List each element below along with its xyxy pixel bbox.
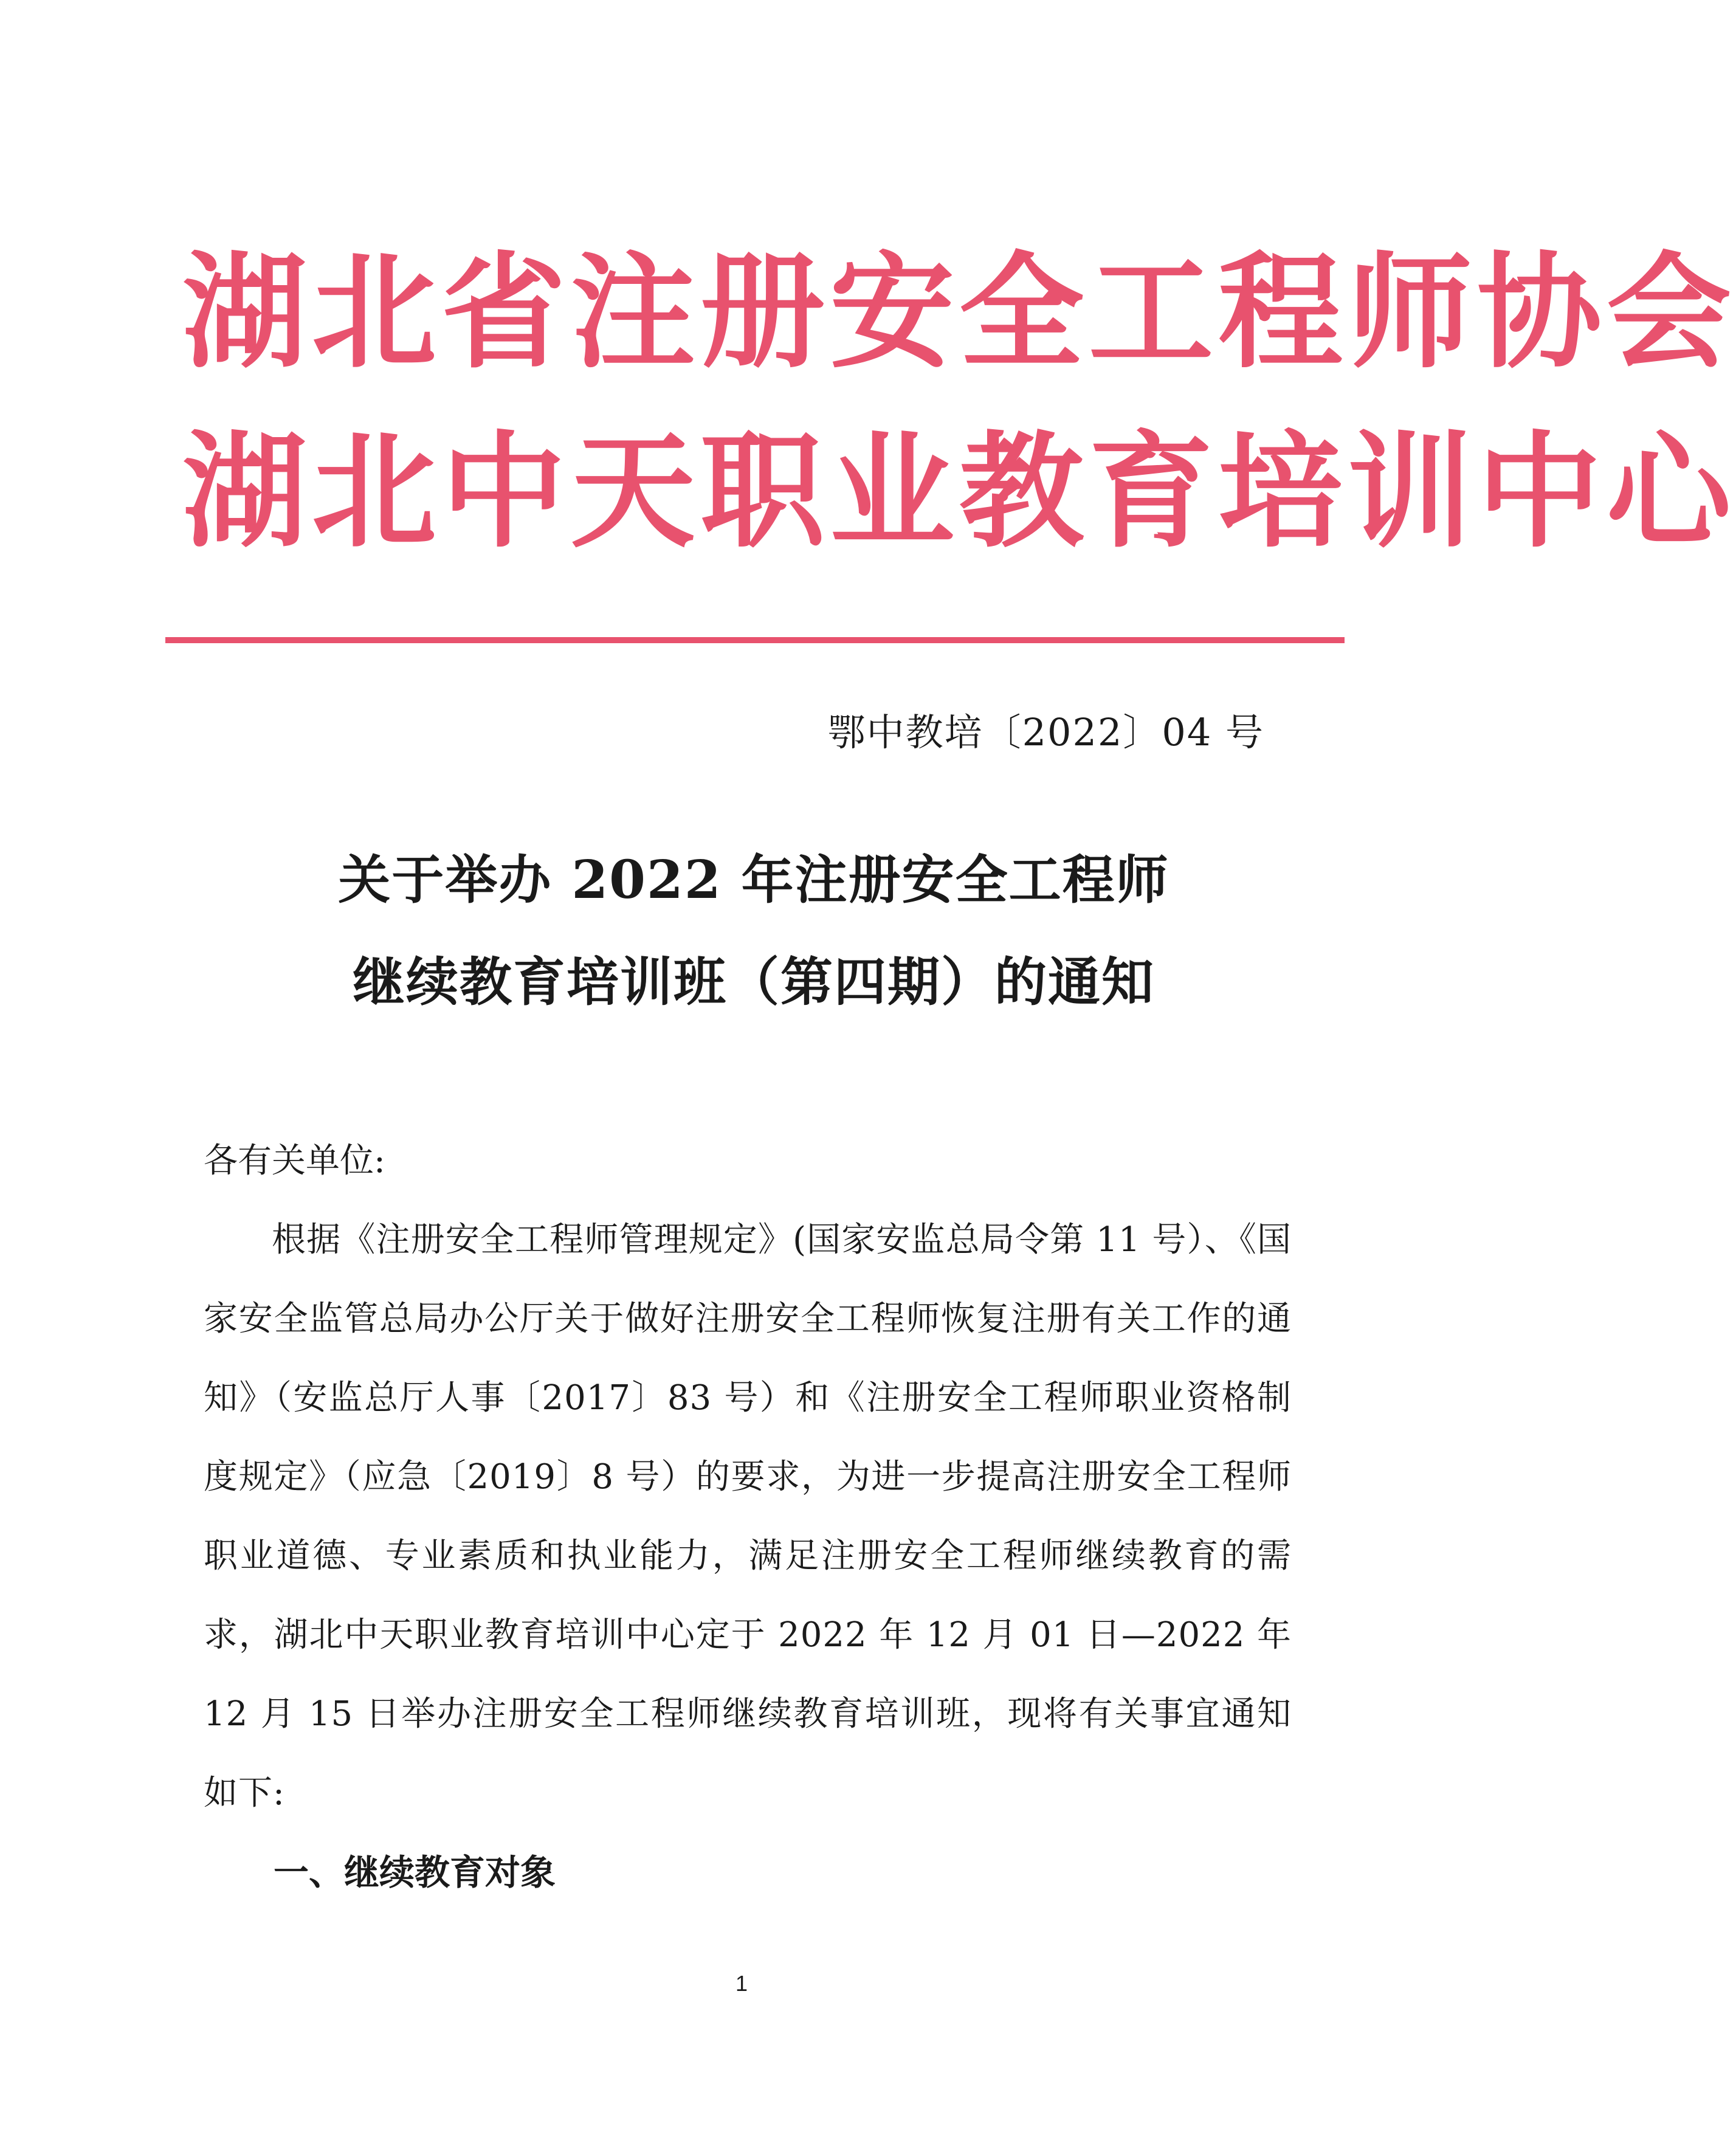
- document-number: 鄂中教培〔2022〕04 号: [827, 710, 1264, 754]
- red-divider-line: [165, 637, 1345, 643]
- issuer-name-line2: 湖北中天职业教育培训中心: [182, 420, 1736, 565]
- body-paragraph: 根据《注册安全工程师管理规定》(国家安监总局令第 11 号）、《国家安全监管总局办公厅关于做好注册安全工程师恢复注册有关工作的通知》（安监总厅人事〔2017〕83 号）和《注册安全工程师职业资格制度规定》（应急〔2019〕8 号）的要求，为进一步提高注册安全工程师职业道德、专业素质和执业能力，满足注册安全工程师继续教育的需求，湖北中天职业教育培训中心定于 2022 年 12 月 01 日—2022 年 12 月 15 日举办注册安全工程师继续教育培训班，现将有关事宜通知如下:: [204, 1220, 1292, 1813]
- issuer-name-line1: 湖北省注册安全工程师协会: [182, 241, 1736, 385]
- section-heading-1: 一、继续教育对象: [274, 1852, 556, 1893]
- page-number: 1: [735, 1971, 748, 1996]
- document-title-line1: 关于举办 2022 年注册安全工程师: [338, 849, 1169, 911]
- document-title-line2: 继续教育培训班（第四期）的通知: [353, 951, 1155, 1013]
- salutation: 各有关单位:: [204, 1141, 385, 1181]
